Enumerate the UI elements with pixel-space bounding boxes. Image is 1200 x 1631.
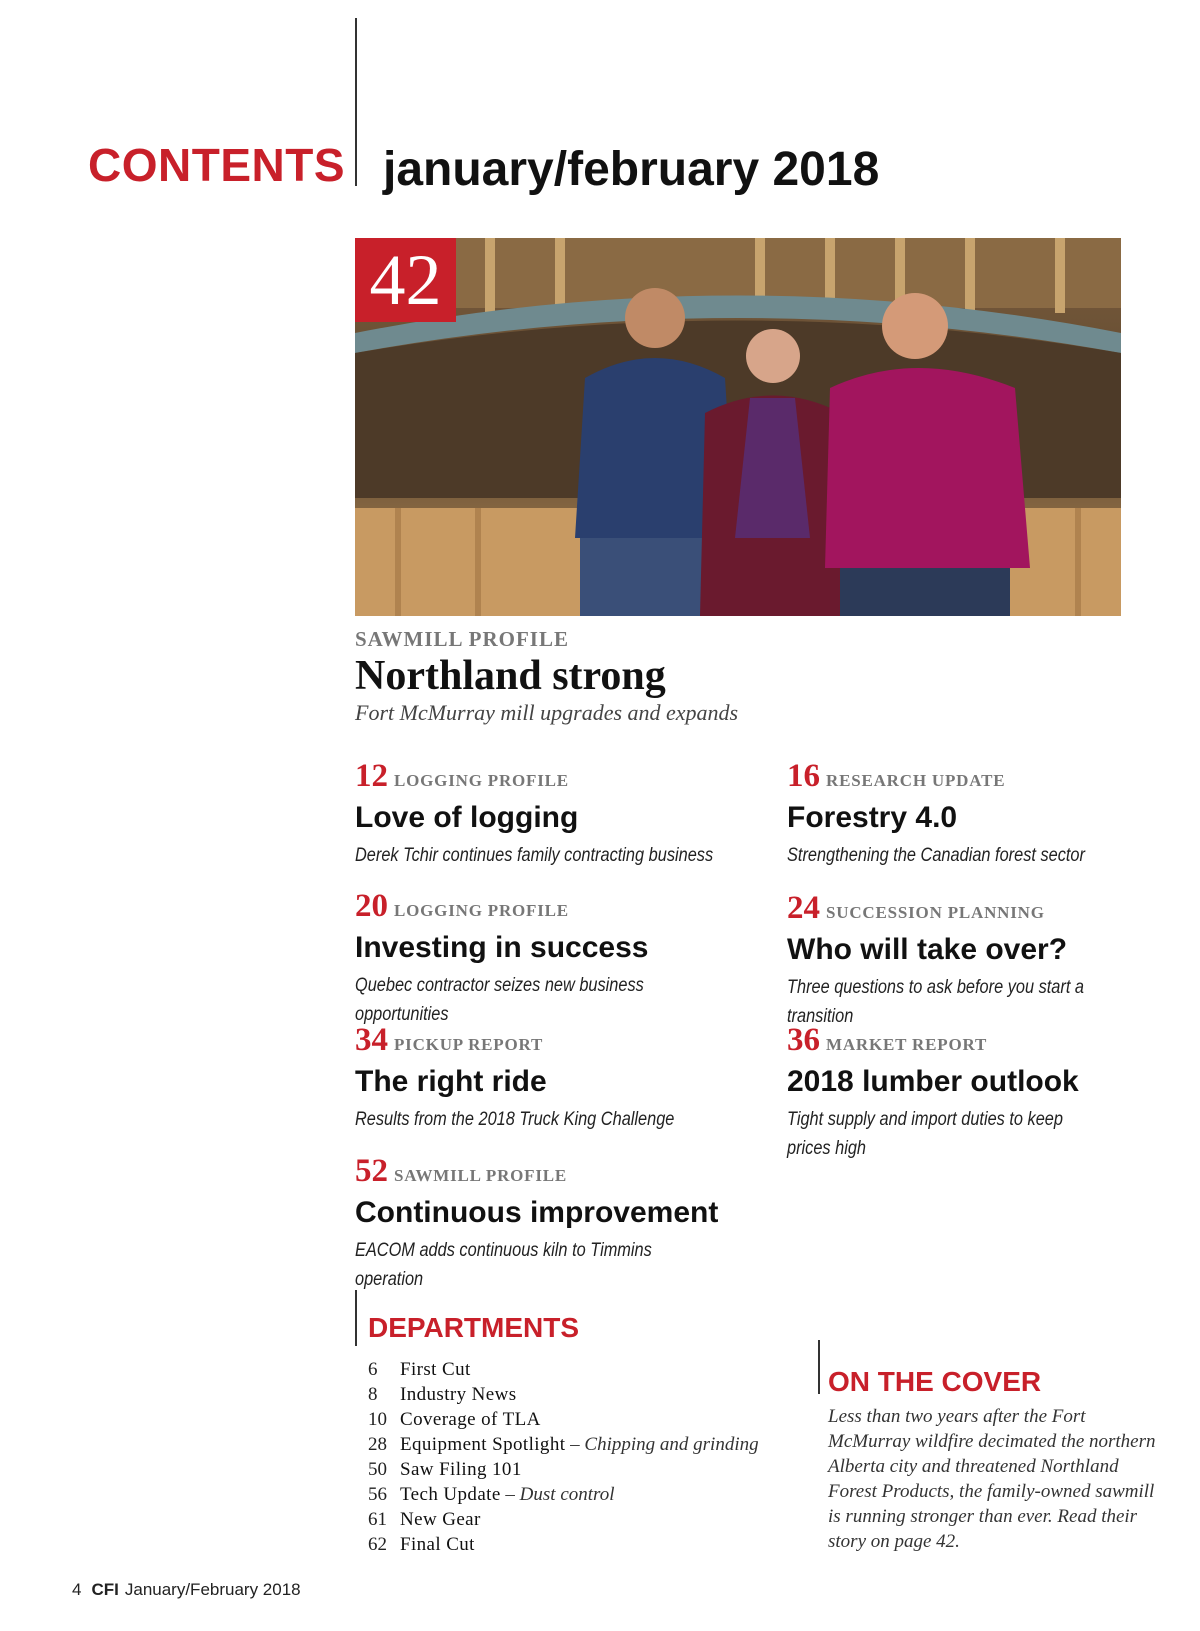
on-the-cover-text: Less than two years after the Fort McMurray wildfire decimated the northern Alberta city and threatened Northland Forest Products, the family-owned sawmill is running stronger than ever. Read their story on page 42. (828, 1406, 1156, 1552)
story-title[interactable]: Who will take over? (787, 933, 1068, 966)
story-category: PICKUP REPORT (394, 1035, 544, 1054)
story-title[interactable]: Love of logging (355, 801, 579, 834)
story-page-number: 24 (787, 890, 820, 926)
department-item[interactable] (368, 1457, 759, 1482)
department-page: 50 (368, 1459, 387, 1480)
department-item[interactable] (368, 1482, 759, 1507)
story-item[interactable] (787, 892, 1187, 1031)
story-title[interactable]: The right ride (355, 1065, 547, 1098)
story-title[interactable]: 2018 lumber outlook (787, 1065, 1079, 1098)
contents-title: CONTENTS (88, 139, 345, 191)
feature-title[interactable]: Northland strong (355, 653, 666, 699)
department-item[interactable] (368, 1507, 759, 1532)
department-page: 6 (368, 1359, 378, 1380)
story-deck: Quebec contractor seizes new business opportunities (355, 975, 644, 1025)
department-subtitle: – Chipping and grinding (565, 1434, 759, 1455)
departments-title: DEPARTMENTS (368, 1312, 580, 1343)
story-item[interactable] (355, 1024, 755, 1134)
department-item[interactable] (368, 1532, 759, 1557)
feature-photo[interactable] (355, 238, 1121, 616)
department-page: 8 (368, 1384, 378, 1405)
story-title[interactable]: Continuous improvement (355, 1196, 719, 1229)
story-category: LOGGING PROFILE (394, 901, 569, 920)
departments-divider (355, 1290, 357, 1346)
footer-page-number: 4 (72, 1580, 82, 1599)
story-item[interactable] (355, 890, 755, 1029)
story-deck: Strengthening the Canadian forest sector (787, 845, 1085, 866)
story-category: SUCCESSION PLANNING (826, 903, 1045, 922)
department-name: Final Cut (400, 1534, 475, 1555)
department-item[interactable] (368, 1432, 759, 1457)
story-page-number: 36 (787, 1022, 820, 1058)
departments-list (368, 1357, 759, 1557)
story-page-number: 16 (787, 758, 820, 794)
department-subtitle: – Dust control (500, 1484, 615, 1505)
story-item[interactable] (787, 1024, 1147, 1163)
department-name: Saw Filing 101 (400, 1459, 522, 1480)
feature-category: SAWMILL PROFILE (355, 627, 569, 651)
department-name: Coverage of TLA (400, 1409, 541, 1430)
story-title[interactable]: Forestry 4.0 (787, 801, 958, 834)
story-item[interactable] (355, 1155, 755, 1294)
story-deck: Tight supply and import duties to keep prices high (787, 1109, 1063, 1159)
story-category: RESEARCH UPDATE (826, 771, 1006, 790)
department-page: 28 (368, 1434, 387, 1455)
issue-date: january/february 2018 (383, 143, 880, 196)
story-deck: Derek Tchir continues family contracting business (355, 845, 714, 866)
department-item[interactable] (368, 1407, 759, 1432)
feature-page-badge: 42 (355, 238, 456, 322)
department-name: Tech Update (400, 1484, 501, 1505)
story-category: SAWMILL PROFILE (394, 1166, 568, 1185)
department-item[interactable] (368, 1382, 759, 1407)
story-item[interactable] (355, 760, 755, 870)
story-category: LOGGING PROFILE (394, 771, 569, 790)
department-name: Industry News (400, 1384, 517, 1405)
department-page: 61 (368, 1509, 387, 1530)
story-deck: EACOM adds continuous kiln to Timmins operation (355, 1240, 652, 1290)
department-name: First Cut (400, 1359, 471, 1380)
story-deck: Three questions to ask before you start a transition (787, 977, 1085, 1027)
department-name: New Gear (400, 1509, 481, 1530)
department-item[interactable] (368, 1357, 759, 1382)
department-name: Equipment Spotlight (400, 1434, 566, 1455)
department-page: 56 (368, 1484, 387, 1505)
story-page-number: 12 (355, 758, 388, 794)
footer-magazine: CFI (91, 1580, 119, 1599)
feature-deck: Fort McMurray mill upgrades and expands (355, 700, 739, 725)
page-footer (72, 1580, 301, 1600)
on-the-cover-title: ON THE COVER (828, 1366, 1042, 1397)
department-page: 62 (368, 1534, 387, 1555)
footer-issue: January/February 2018 (124, 1580, 301, 1599)
story-title[interactable]: Investing in success (355, 931, 649, 964)
story-page-number: 34 (355, 1022, 388, 1058)
department-page: 10 (368, 1409, 387, 1430)
cover-divider (818, 1340, 820, 1394)
story-category: MARKET REPORT (826, 1035, 988, 1054)
story-page-number: 52 (355, 1153, 388, 1189)
header-divider (355, 18, 357, 186)
feature-photo-illustration (355, 238, 1121, 616)
story-page-number: 20 (355, 888, 388, 924)
story-deck: Results from the 2018 Truck King Challenge (355, 1109, 675, 1130)
story-item[interactable] (787, 760, 1187, 870)
